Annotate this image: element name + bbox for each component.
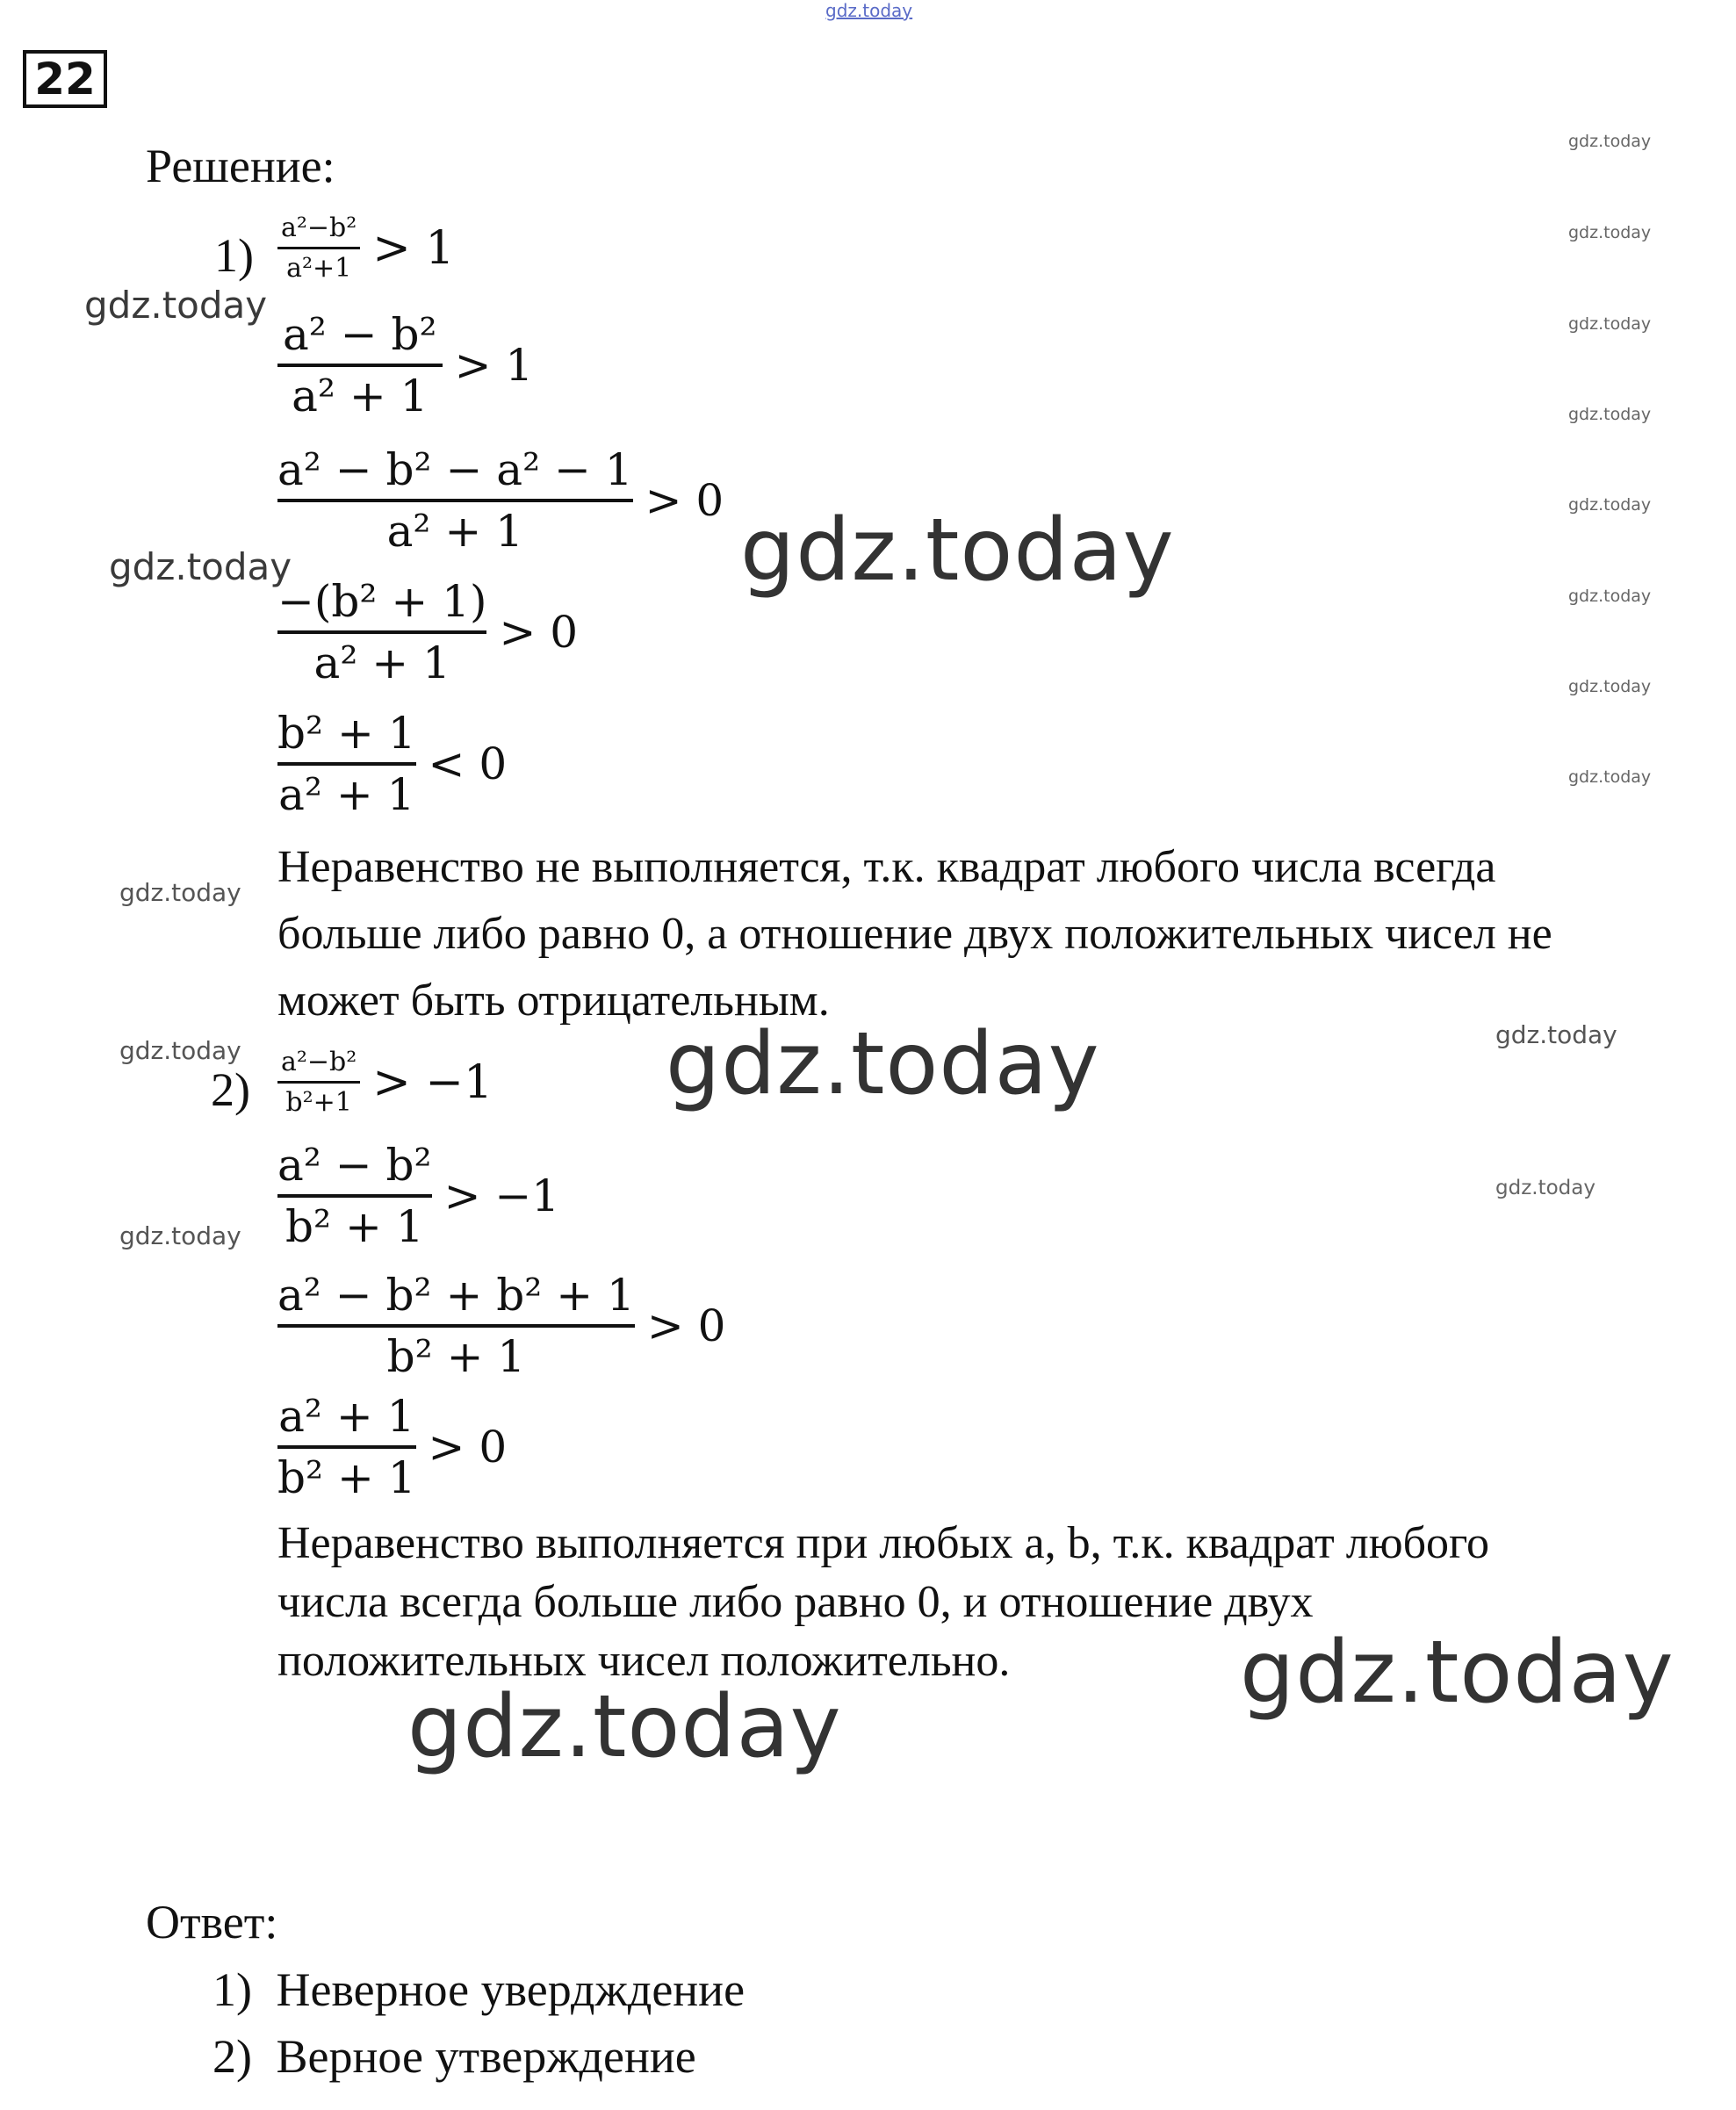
numerator: a² − b²: [283, 309, 437, 360]
numerator: a² − b² − a² − 1: [277, 444, 633, 495]
numerator: −(b² + 1): [277, 576, 487, 627]
text-line: числа всегда больше либо равно 0, и отношение двух: [277, 1577, 1314, 1627]
denominator: a² + 1: [278, 769, 415, 820]
fraction-bar: [277, 1324, 635, 1328]
part2-label: 2): [211, 1063, 250, 1116]
watermark-right: gdz.today: [1568, 495, 1652, 515]
watermark-large: gdz.today: [1240, 1623, 1675, 1723]
denominator: a² + 1: [386, 506, 523, 557]
watermark-right: gdz.today: [1568, 405, 1652, 424]
watermark-right: gdz.today: [1568, 587, 1652, 606]
denominator: a² + 1: [313, 637, 450, 688]
text-line: больше либо равно 0, а отношение двух положительных чисел не: [277, 909, 1552, 959]
inequality-step: [277, 1270, 725, 1382]
task-number: 22: [23, 50, 107, 108]
fraction-bar: [277, 247, 360, 249]
numerator: a² − b²: [277, 1140, 432, 1191]
answer-item: [212, 2023, 696, 2090]
text-line: может быть отрицательным.: [277, 976, 830, 1026]
relation: > 0: [645, 475, 724, 526]
fraction: [277, 444, 633, 557]
watermark: gdz.today: [1495, 1020, 1617, 1049]
text-line: положительных чисел положительно.: [277, 1636, 1011, 1686]
fraction-bar: [277, 499, 633, 502]
relation: > 1: [372, 221, 455, 275]
inequality-step: [277, 576, 578, 688]
watermark: gdz.today: [119, 1036, 241, 1065]
part1-conclusion: [277, 834, 1718, 1034]
text-line: Неравенство выполняется при любых a, b, т.к. квадрат любого: [277, 1518, 1490, 1568]
denominator: b² + 1: [277, 1452, 416, 1503]
relation: > 0: [646, 1300, 726, 1351]
numerator: a²−b²: [281, 1047, 357, 1077]
answer-number: 2): [212, 2030, 252, 2083]
answer-number: 1): [212, 1963, 252, 2016]
relation: > −1: [372, 1055, 493, 1109]
inequality-step: [277, 309, 533, 421]
numerator: a² + 1: [278, 1391, 415, 1442]
answer-text: Неверное увердждение: [276, 1963, 746, 2016]
numerator: a²−b²: [281, 212, 357, 243]
fraction-bar: [277, 1194, 432, 1198]
answer-item: [212, 1956, 745, 2023]
denominator: a² + 1: [292, 371, 429, 421]
fraction: [277, 1140, 432, 1252]
watermark-right: gdz.today: [1568, 677, 1652, 696]
watermark: gdz.today: [119, 1221, 241, 1250]
answer-text: Верное утверждение: [276, 2030, 696, 2083]
fraction-bar: [277, 1445, 416, 1449]
watermark: gdz.today: [109, 545, 292, 588]
inequality-step: [277, 1047, 493, 1118]
solution-heading: Решение:: [146, 140, 335, 192]
fraction-bar: [277, 1081, 360, 1084]
relation: > −1: [443, 1170, 560, 1221]
watermark: gdz.today: [119, 878, 241, 907]
watermark-large: gdz.today: [407, 1677, 842, 1777]
inequality-step: [277, 444, 724, 557]
denominator: a²+1: [286, 253, 352, 284]
watermark-large: gdz.today: [740, 500, 1175, 601]
denominator: b²+1: [285, 1087, 352, 1118]
watermark-top: gdz.today: [825, 0, 913, 21]
watermark-right: gdz.today: [1568, 132, 1652, 151]
relation: < 0: [428, 738, 508, 789]
watermark-right: gdz.today: [1568, 767, 1652, 787]
relation: > 0: [428, 1422, 508, 1473]
watermark-large: gdz.today: [666, 1014, 1100, 1114]
part2-conclusion: [277, 1514, 1718, 1690]
inequality-step: [277, 1391, 507, 1503]
inequality-step: [277, 1140, 559, 1252]
watermark-right: gdz.today: [1568, 314, 1652, 334]
relation: > 0: [499, 607, 579, 658]
fraction-bar: [277, 364, 443, 367]
fraction: [277, 1270, 635, 1382]
watermark-right: gdz.today: [1568, 223, 1652, 242]
inequality-step: [277, 212, 454, 284]
fraction: [277, 1391, 416, 1503]
fraction: [277, 212, 360, 284]
watermark: gdz.today: [84, 284, 268, 327]
fraction: [277, 309, 443, 421]
answer-heading: Ответ:: [146, 1896, 278, 1948]
denominator: b² + 1: [285, 1201, 424, 1252]
watermark: gdz.today: [1495, 1177, 1596, 1199]
numerator: b² + 1: [277, 708, 416, 759]
part1-label: 1): [214, 229, 254, 282]
inequality-step: [277, 708, 507, 820]
numerator: a² − b² + b² + 1: [277, 1270, 635, 1321]
fraction-bar: [277, 762, 416, 766]
fraction: [277, 708, 416, 820]
relation: > 1: [454, 340, 534, 391]
fraction: [277, 1047, 360, 1118]
denominator: b² + 1: [386, 1331, 526, 1382]
text-line: Неравенство не выполняется, т.к. квадрат любого числа всегда: [277, 842, 1496, 892]
fraction: [277, 576, 486, 688]
fraction-bar: [277, 630, 486, 634]
